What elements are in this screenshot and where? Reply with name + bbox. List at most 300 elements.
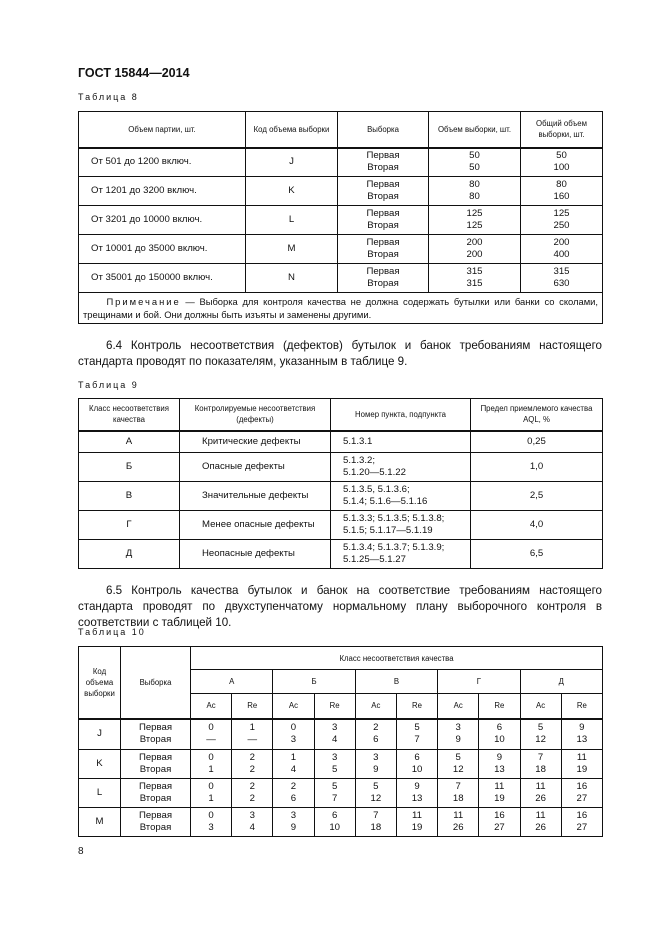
table-8-header-cell (429, 112, 521, 148)
sample-header-text: Выборка (139, 677, 172, 687)
class-header-text: Класс несоответствия качества (339, 653, 454, 663)
ac-value-cell-text: 2 (373, 722, 379, 734)
ac-value-cell (438, 779, 479, 808)
items-cell (331, 511, 471, 540)
re-value-cell (561, 779, 602, 808)
defect-cell (180, 540, 331, 569)
items-cell (331, 540, 471, 569)
ac-value-cell-text: 2 (290, 781, 297, 792)
ac-value-cell-text: 0 (208, 722, 214, 734)
re-value-cell (314, 808, 355, 837)
ac-value-cell-text: 0 (208, 810, 214, 821)
sample-cell-text: Вторая (367, 278, 399, 289)
re-value-cell (232, 719, 273, 750)
re-header-text: Re (494, 701, 505, 711)
ac-header-text: Ac (453, 701, 463, 711)
ac-value-cell-text: 11 (535, 810, 546, 821)
ac-value-cell-text: 5 (455, 752, 461, 763)
sample-code-cell (79, 808, 121, 837)
items-cell (331, 482, 471, 511)
re-value-cell-text: 2 (249, 752, 255, 763)
table-8-header-cell-text: Объем выборки, шт. (437, 124, 512, 134)
table-9-header-row (79, 399, 603, 431)
note-text: — Выборка для контроля качества не должна содержать бутылки или банки со сколами, трещинами и бой. Они должны быть изъяты и заменены другими. (83, 296, 599, 320)
sample-size-cell-text: 80 (469, 191, 480, 202)
sample-code-cell (246, 177, 338, 206)
re-header (561, 694, 602, 719)
table-10-header-row (79, 647, 603, 670)
sample-size-cell (429, 264, 521, 293)
re-value-cell (396, 719, 437, 750)
ac-value-cell (273, 719, 314, 750)
sample-cell-text: Первая (366, 179, 400, 190)
aql-cell-text: 4,0 (529, 519, 544, 530)
table-9 (78, 398, 603, 569)
sample-cell (121, 779, 191, 808)
aql-cell-text: 6,5 (529, 548, 544, 559)
ac-value-cell-text: 1 (208, 764, 214, 775)
ac-value-cell-text: 3 (208, 822, 214, 833)
ac-value-cell (355, 750, 396, 779)
re-value-cell (232, 808, 273, 837)
sample-code-cell-text: L (288, 214, 295, 225)
ac-value-cell (191, 808, 232, 837)
total-size-cell (521, 235, 603, 264)
sample-cell-text: Первая (138, 781, 173, 792)
ac-value-cell (438, 719, 479, 750)
ac-value-cell-text: 26 (452, 822, 464, 833)
ac-value-cell-text: — (206, 734, 216, 746)
sample-size-cell-text: 315 (466, 278, 483, 289)
ac-header (191, 694, 232, 719)
re-value-cell (314, 779, 355, 808)
lot-size-cell-text: От 501 до 1200 включ. (91, 156, 192, 168)
re-value-cell-text: 27 (576, 793, 588, 804)
re-value-cell-text: 2 (249, 781, 255, 792)
sample-cell-text: Первая (138, 752, 173, 763)
total-size-cell (521, 148, 603, 177)
sample-cell (338, 264, 429, 293)
sample-cell (121, 808, 191, 837)
class-cell (79, 511, 180, 540)
re-value-cell (479, 808, 520, 837)
sample-size-cell-text: 200 (466, 237, 483, 248)
re-value-cell-text: 1 (249, 722, 255, 734)
aql-cell-text: 1,0 (529, 461, 544, 472)
table-9-header-cell-text: Контролируемые несоответствия (дефекты) (194, 404, 316, 425)
ac-value-cell (438, 750, 479, 779)
re-value-cell (396, 750, 437, 779)
sample-code-cell-text: K (288, 185, 295, 196)
sample-code-cell-text: N (288, 272, 295, 283)
total-size-cell-text: 200 (553, 237, 570, 248)
page-number: 8 (78, 846, 84, 857)
ac-header-text: Ac (536, 701, 546, 711)
lot-size-cell-text: От 35001 до 150000 включ. (91, 272, 213, 283)
re-value-cell (396, 779, 437, 808)
table-9-row (79, 511, 603, 540)
document-title: ГОСТ 15844—2014 (78, 66, 190, 80)
ac-value-cell-text: 18 (452, 793, 464, 804)
code-header (79, 647, 121, 719)
re-value-cell-text: 16 (576, 810, 588, 821)
lot-size-cell-text: От 1201 до 3200 включ. (91, 185, 197, 196)
defect-cell (180, 511, 331, 540)
sample-size-cell (429, 206, 521, 235)
sample-size-cell (429, 235, 521, 264)
class-cell (79, 540, 180, 569)
defect-cell-text: Опасные дефекты (202, 461, 285, 472)
class-cell (79, 453, 180, 482)
total-size-cell-text: 50 (556, 150, 567, 162)
table-9-row (79, 431, 603, 453)
ac-value-cell-text: 5 (537, 722, 544, 734)
re-value-cell (479, 779, 520, 808)
table-10-row (79, 719, 603, 750)
class-header-cell-text: Б (311, 677, 317, 686)
ac-value-cell-text: 26 (535, 793, 546, 804)
defect-cell-text: Значительные дефекты (202, 490, 309, 501)
ac-value-cell (520, 808, 561, 837)
re-value-cell-text: 4 (249, 822, 255, 833)
table-10-row (79, 808, 603, 837)
table-8-row (79, 235, 603, 264)
table-9-row (79, 482, 603, 511)
lot-size-cell (79, 148, 246, 177)
sample-cell-text: Вторая (139, 822, 172, 833)
table-8-header-cell (246, 112, 338, 148)
ac-value-cell-text: 11 (535, 781, 546, 792)
re-value-cell-text: 11 (576, 752, 587, 763)
re-header (314, 694, 355, 719)
sample-size-cell-text: 125 (466, 220, 483, 231)
table-8-row (79, 206, 603, 235)
sample-cell-text: Первая (366, 208, 400, 219)
table-9-header-cell (79, 399, 180, 431)
ac-value-cell-text: 11 (453, 810, 464, 821)
sample-cell-text: Вторая (367, 249, 399, 260)
class-header-cell (438, 670, 520, 694)
re-header (396, 694, 437, 719)
sample-size-cell-text: 50 (469, 150, 480, 162)
items-cell-text: 5.1.25—5.1.27 (343, 554, 406, 565)
ac-value-cell-text: 1 (208, 793, 214, 804)
total-size-cell-text: 400 (553, 249, 570, 260)
items-cell-text: 5.1.5; 5.1.17—5.1.19 (343, 525, 433, 536)
re-header-text: Re (412, 701, 423, 711)
aql-cell (471, 431, 603, 453)
ac-value-cell (520, 750, 561, 779)
re-value-cell (232, 779, 273, 808)
ac-value-cell (355, 779, 396, 808)
sample-cell-text: Первая (138, 810, 173, 821)
class-header-cell-text: А (229, 677, 235, 686)
sample-size-cell-text: 50 (469, 162, 480, 174)
re-value-cell-text: 2 (249, 793, 255, 804)
paragraph-6-5-text: 6.5 Контроль качества бутылок и банок на соответствие требованиям настоящего стандарта проводят по двухступенчатому нормальному плану выборочного контроля в соответствии с таблицей 10. (78, 584, 602, 629)
re-value-cell-text: 19 (494, 793, 505, 804)
ac-value-cell (191, 750, 232, 779)
sample-code-cell (79, 750, 121, 779)
lot-size-cell (79, 235, 246, 264)
table-8-header-cell (338, 112, 429, 148)
re-value-cell-text: 19 (411, 822, 423, 833)
ac-header (438, 694, 479, 719)
lot-size-cell (79, 206, 246, 235)
sample-size-cell (429, 148, 521, 177)
sample-cell-text: Первая (366, 266, 400, 277)
table-8-header-cell (79, 112, 246, 148)
ac-value-cell-text: 12 (452, 764, 464, 775)
re-value-cell (232, 750, 273, 779)
re-value-cell-text: 3 (331, 752, 338, 763)
table-10 (78, 646, 603, 837)
re-value-cell-text: 5 (331, 781, 338, 792)
re-value-cell-text: 9 (496, 752, 503, 763)
re-value-cell-text: 2 (249, 764, 255, 775)
re-header-text: Re (329, 701, 340, 711)
table-9-caption: Таблица 9 (78, 380, 139, 390)
re-value-cell-text: 4 (331, 734, 338, 746)
table-8-note-row (79, 293, 603, 324)
re-value-cell-text: 6 (331, 810, 338, 821)
defect-cell (180, 453, 331, 482)
sample-size-cell-text: 315 (466, 266, 483, 277)
sample-size-cell-text: 125 (466, 208, 483, 219)
class-header-cell (355, 670, 437, 694)
ac-value-cell (355, 719, 396, 750)
table-9-header-cell (180, 399, 331, 431)
table-9-header-cell-text: Класс несоответствия качества (89, 404, 169, 425)
note-label: Примечание (106, 296, 181, 307)
class-cell-text: Г (126, 519, 132, 530)
total-size-cell (521, 177, 603, 206)
class-cell (79, 431, 180, 453)
re-value-cell-text: 11 (494, 781, 505, 792)
re-value-cell-text: 27 (576, 822, 588, 833)
class-header-cell (520, 670, 603, 694)
re-value-cell (561, 719, 602, 750)
re-value-cell (314, 750, 355, 779)
re-header-text: Re (247, 701, 258, 711)
re-value-cell-text: 9 (579, 722, 585, 734)
total-size-cell (521, 264, 603, 293)
ac-value-cell-text: 3 (290, 810, 297, 821)
ac-value-cell-text: 6 (373, 734, 379, 746)
sample-cell (121, 750, 191, 779)
paragraph-6-4-text: 6.4 Контроль несоответствия (дефектов) бутылок и банок требованиям настоящего стандарта проводят по показателям, указанным в таблице 9. (78, 339, 602, 368)
sample-size-cell-text: 200 (466, 249, 483, 260)
class-header-cell-text: Г (476, 677, 481, 686)
sample-code-cell (246, 206, 338, 235)
re-value-cell-text: 3 (331, 722, 338, 734)
re-value-cell-text: 10 (329, 822, 340, 833)
class-cell (79, 482, 180, 511)
lot-size-cell (79, 264, 246, 293)
aql-cell-text: 2,5 (529, 490, 544, 501)
sample-cell-text: Вторая (367, 220, 399, 231)
sample-code-cell-text: M (287, 243, 296, 254)
re-value-cell-text: 10 (494, 734, 505, 746)
sample-cell-text: Вторая (139, 793, 172, 804)
ac-header-text: Ac (206, 701, 216, 711)
total-size-cell-text: 80 (556, 179, 567, 190)
total-size-cell-text: 250 (553, 220, 570, 231)
re-value-cell (396, 808, 437, 837)
table-8-row (79, 264, 603, 293)
paragraph-6-5 (78, 583, 602, 631)
table-8-header-cell-text: Объем партии, шт. (128, 124, 196, 134)
defect-cell (180, 431, 331, 453)
items-cell-text: 5.1.3.4; 5.1.3.7; 5.1.3.9; (343, 542, 445, 553)
ac-value-cell-text: 7 (373, 810, 379, 821)
lot-size-cell-text: От 10001 до 35000 включ. (91, 243, 208, 254)
sample-cell (338, 177, 429, 206)
total-size-cell-text: 160 (553, 191, 570, 202)
class-cell-text: Д (125, 548, 133, 559)
ac-value-cell-text: 6 (290, 793, 297, 804)
class-cell-text: В (125, 490, 133, 501)
table-8-note (79, 293, 603, 324)
re-value-cell-text: 19 (576, 764, 588, 775)
ac-value-cell (520, 779, 561, 808)
re-value-cell-text: 6 (414, 752, 420, 763)
re-value-cell (314, 719, 355, 750)
ac-value-cell (191, 719, 232, 750)
table-8-header-cell (521, 112, 603, 148)
ac-value-cell (438, 808, 479, 837)
ac-value-cell-text: 12 (535, 734, 546, 746)
items-cell-text: 5.1.3.2; (343, 455, 376, 466)
class-header (191, 647, 603, 670)
sample-code-cell (79, 719, 121, 750)
total-size-cell-text: 630 (553, 278, 570, 289)
defect-cell-text: Критические дефекты (202, 435, 301, 447)
sample-code-cell-text: L (96, 787, 103, 798)
aql-cell (471, 453, 603, 482)
sample-code-cell (246, 148, 338, 177)
re-value-cell-text: 9 (414, 781, 420, 792)
class-header-cell (191, 670, 273, 694)
class-header-cell-text: Д (558, 677, 564, 686)
aql-cell (471, 540, 603, 569)
ac-header (355, 694, 396, 719)
ac-header (273, 694, 314, 719)
re-value-cell-text: 10 (411, 764, 423, 775)
total-size-cell-text: 315 (553, 266, 570, 277)
ac-value-cell (273, 808, 314, 837)
table-8-header-row (79, 112, 603, 148)
ac-value-cell (273, 779, 314, 808)
ac-value-cell-text: 0 (208, 781, 214, 792)
sample-code-cell (79, 779, 121, 808)
ac-value-cell-text: 4 (290, 764, 297, 775)
re-value-cell-text: — (247, 734, 258, 746)
re-value-cell-text: 13 (494, 764, 505, 775)
table-8-header-cell-text: Выборка (367, 124, 399, 134)
ac-value-cell-text: 5 (373, 781, 379, 792)
ac-header-text: Ac (288, 701, 299, 711)
ac-value-cell-text: 12 (370, 793, 382, 804)
table-9-header-cell-text: Номер пункта, подпункта (355, 409, 446, 419)
sample-cell-text: Вторая (367, 162, 399, 174)
defect-cell-text: Менее опасные дефекты (202, 519, 315, 530)
ac-value-cell (191, 779, 232, 808)
re-value-cell (479, 719, 520, 750)
items-cell-text: 5.1.4; 5.1.6—5.1.16 (343, 496, 428, 507)
sample-code-cell-text: M (95, 816, 104, 827)
re-value-cell (561, 808, 602, 837)
ac-value-cell-text: 18 (535, 764, 546, 775)
aql-cell (471, 482, 603, 511)
sample-cell-text: Первая (366, 237, 400, 248)
sample-header (121, 647, 191, 719)
sample-cell (338, 206, 429, 235)
aql-cell (471, 511, 603, 540)
sample-code-cell (246, 235, 338, 264)
sample-cell (121, 719, 191, 750)
items-cell-text: 5.1.3.3; 5.1.3.5; 5.1.3.8; (343, 513, 445, 524)
ac-value-cell (355, 808, 396, 837)
ac-value-cell-text: 3 (290, 734, 297, 746)
ac-value-cell-text: 7 (537, 752, 544, 763)
sample-code-cell-text: J (289, 156, 294, 168)
lot-size-cell (79, 177, 246, 206)
table-8-row (79, 148, 603, 177)
class-header-cell (273, 670, 355, 694)
re-value-cell-text: 16 (576, 781, 588, 792)
ac-value-cell-text: 1 (290, 752, 297, 763)
re-value-cell-text: 5 (414, 722, 420, 734)
re-value-cell-text: 11 (412, 810, 423, 821)
ac-value-cell-text: 9 (373, 764, 379, 775)
re-value-cell-text: 13 (576, 734, 588, 746)
re-header (232, 694, 273, 719)
class-header-cell-text: В (393, 677, 400, 686)
items-cell-text: 5.1.3.5, 5.1.3.6; (343, 484, 410, 495)
ac-value-cell-text: 9 (455, 734, 461, 746)
aql-cell-text: 0,25 (527, 435, 546, 447)
table-9-header-cell (331, 399, 471, 431)
total-size-cell (521, 206, 603, 235)
re-value-cell-text: 3 (249, 810, 255, 821)
sample-cell-text: Вторая (139, 734, 172, 746)
re-value-cell-text: 7 (331, 793, 338, 804)
class-cell-text: Б (125, 461, 133, 472)
ac-value-cell (273, 750, 314, 779)
sample-code-cell-text: K (96, 758, 103, 769)
sample-cell-text: Вторая (139, 764, 172, 775)
items-cell-text: 5.1.3.1 (343, 435, 373, 447)
code-header-text: Код объема выборки (84, 666, 115, 698)
sample-cell (338, 148, 429, 177)
total-size-cell-text: 125 (553, 208, 570, 219)
sample-code-cell-text: J (97, 728, 102, 740)
table-10-caption: Таблица 10 (78, 627, 146, 637)
table-10-row (79, 750, 603, 779)
re-header (479, 694, 520, 719)
ac-value-cell (520, 719, 561, 750)
re-value-cell-text: 6 (496, 722, 503, 734)
table-9-header-cell (471, 399, 603, 431)
sample-cell-text: Первая (366, 150, 400, 162)
re-value-cell-text: 27 (494, 822, 505, 833)
defect-cell (180, 482, 331, 511)
defect-cell-text: Неопасные дефекты (202, 548, 295, 559)
table-8-row (79, 177, 603, 206)
ac-value-cell-text: 0 (208, 752, 214, 763)
re-value-cell-text: 7 (414, 734, 420, 746)
